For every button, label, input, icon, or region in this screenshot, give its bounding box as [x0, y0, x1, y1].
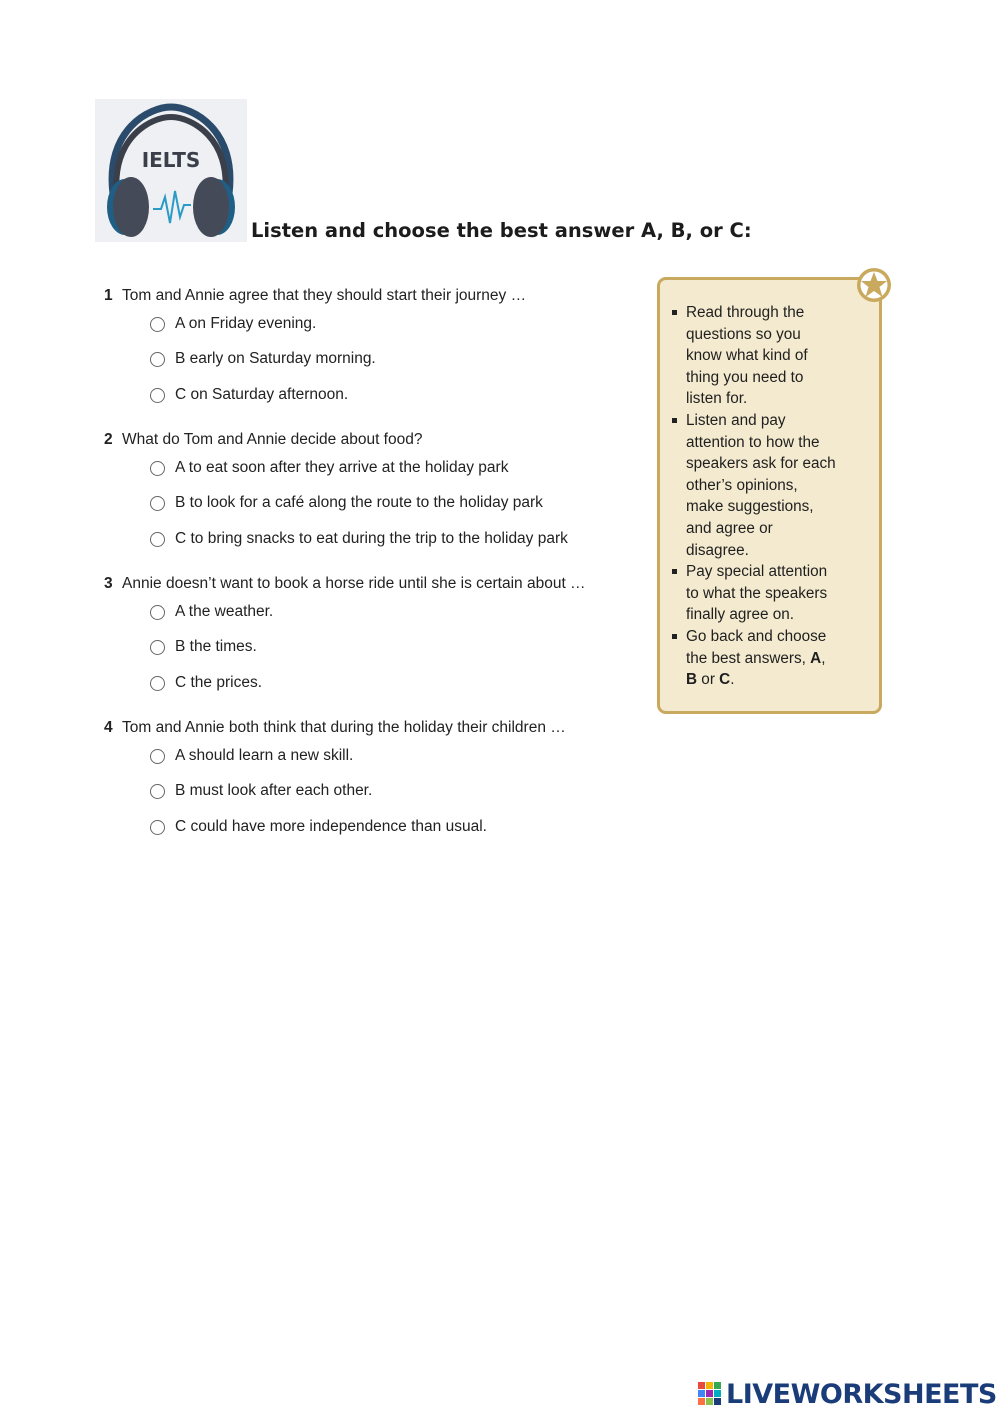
radio-button[interactable] — [150, 605, 165, 620]
liveworksheets-logo-icon — [697, 1380, 723, 1408]
tip-line: speakers ask for each — [686, 455, 836, 473]
question-number: 2 — [104, 431, 113, 448]
question-number: 3 — [104, 575, 113, 592]
tip-item — [686, 410, 876, 561]
tip-bold: A — [810, 649, 822, 667]
q4-option-b[interactable] — [150, 782, 372, 800]
radio-button[interactable] — [150, 784, 165, 799]
option-label: B must look after each other. — [175, 782, 373, 799]
question-number: 1 — [104, 287, 113, 304]
question-4 — [104, 719, 566, 737]
star-icon — [855, 266, 893, 304]
tip-line: know what kind of — [686, 347, 808, 365]
tip-line: make suggestions, — [686, 498, 814, 516]
option-label: C the prices. — [175, 674, 263, 691]
tip-line: to what the speakers — [686, 584, 828, 602]
tip-line: Go back and choose — [686, 627, 827, 645]
radio-button[interactable] — [150, 532, 165, 547]
option-label: C on Saturday afternoon. — [175, 386, 349, 403]
tip-line: questions so you — [686, 325, 801, 343]
option-label: B the times. — [175, 638, 257, 655]
tip-line: disagree. — [686, 541, 749, 559]
option-label: A to eat soon after they arrive at the holiday park — [175, 459, 509, 476]
tip-item — [686, 561, 876, 626]
q4-option-c[interactable] — [150, 818, 487, 836]
question-2 — [104, 431, 422, 449]
question-text: Annie doesn’t want to book a horse ride until she is certain about … — [122, 575, 586, 592]
option-label: A should learn a new skill. — [175, 747, 354, 764]
tip-line: Pay special attention — [686, 563, 828, 581]
question-text: Tom and Annie agree that they should start their journey … — [122, 287, 527, 304]
q2-option-a[interactable] — [150, 459, 508, 477]
option-label: A on Friday evening. — [175, 315, 317, 332]
tip-line: and agree or — [686, 519, 773, 537]
radio-button[interactable] — [150, 749, 165, 764]
tip-line: thing you need to — [686, 368, 804, 386]
tip-line: , — [821, 649, 826, 667]
question-text: Tom and Annie both think that during the holiday their children … — [122, 719, 566, 736]
tip-bold: B — [686, 671, 698, 689]
question-3 — [104, 575, 586, 593]
tip-line: other’s opinions, — [686, 476, 798, 494]
q3-option-a[interactable] — [150, 603, 273, 621]
page-title: Listen and choose the best answer A, B, or C: — [251, 219, 752, 242]
liveworksheets-logo — [697, 1378, 997, 1410]
logo-text: IELTS — [141, 148, 201, 172]
tip-item — [686, 626, 876, 691]
option-label: A the weather. — [175, 603, 274, 620]
q3-option-b[interactable] — [150, 638, 257, 656]
tip-line: Listen and pay — [686, 411, 786, 429]
tip-line: . — [730, 671, 735, 689]
option-label: B early on Saturday morning. — [175, 350, 376, 367]
brand-name: LIVEWORKSHEETS — [726, 1378, 997, 1410]
radio-button[interactable] — [150, 352, 165, 367]
option-label: C to bring snacks to eat during the trip to the holiday park — [175, 530, 568, 547]
option-label: B to look for a café along the route to the holiday park — [175, 494, 543, 511]
radio-button[interactable] — [150, 317, 165, 332]
question-text: What do Tom and Annie decide about food? — [122, 431, 423, 448]
tip-bold: C — [719, 671, 731, 689]
q1-option-c[interactable] — [150, 386, 348, 404]
radio-button[interactable] — [150, 676, 165, 691]
q2-option-b[interactable] — [150, 494, 543, 512]
tip-list — [686, 302, 876, 691]
radio-button[interactable] — [150, 640, 165, 655]
tip-line: Read through the — [686, 304, 805, 321]
question-1 — [104, 287, 526, 305]
q4-option-a[interactable] — [150, 747, 353, 765]
radio-button[interactable] — [150, 496, 165, 511]
q1-option-a[interactable] — [150, 315, 316, 333]
option-label: C could have more independence than usual. — [175, 818, 487, 835]
tip-line: or — [697, 671, 720, 689]
q1-option-b[interactable] — [150, 350, 376, 368]
tip-line: attention to how the — [686, 433, 820, 451]
q3-option-c[interactable] — [150, 674, 262, 692]
radio-button[interactable] — [150, 388, 165, 403]
tip-box — [657, 277, 882, 714]
question-number: 4 — [104, 719, 113, 736]
radio-button[interactable] — [150, 461, 165, 476]
tip-line: finally agree on. — [686, 606, 794, 624]
ielts-logo — [95, 99, 247, 242]
tip-line: the best answers, — [686, 649, 811, 667]
q2-option-c[interactable] — [150, 530, 568, 548]
tip-item — [686, 302, 876, 410]
headphones-icon — [95, 99, 247, 242]
tip-line: listen for. — [686, 390, 748, 408]
radio-button[interactable] — [150, 820, 165, 835]
